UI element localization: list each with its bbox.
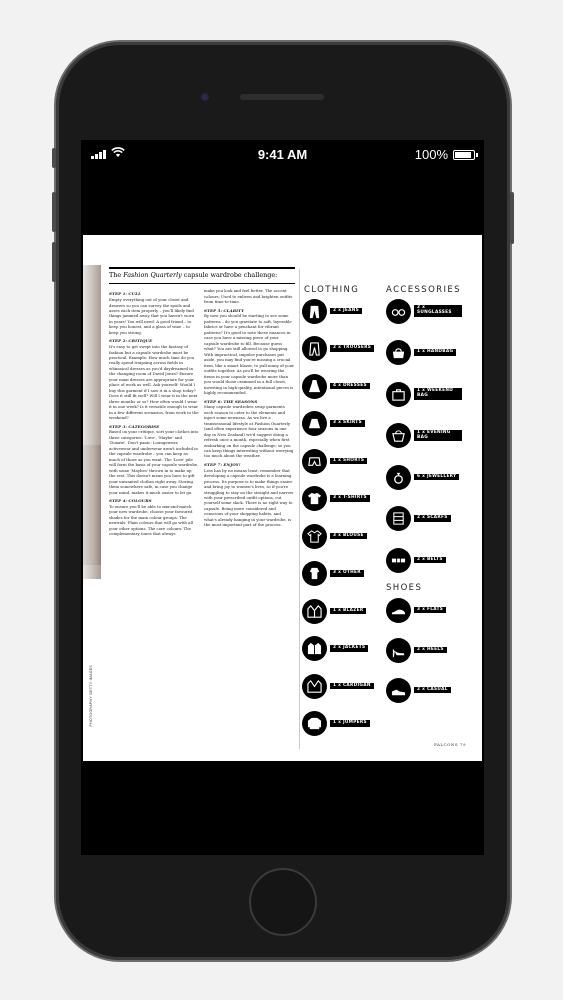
wardrobe-item [302, 448, 367, 474]
phone-screen [81, 140, 484, 855]
article-title: The Fashion Quarterly capsule wardrobe challenge: [109, 272, 295, 284]
wardrobe-item [302, 523, 367, 549]
wardrobe-item [302, 711, 370, 737]
clothing-heading: CLOTHING [304, 285, 360, 295]
wardrobe-item [386, 677, 451, 703]
wardrobe-item [302, 636, 368, 662]
step-body: It's easy to get swept into the fantasy of fashion but a capsule wardrobe must be practical. Example: How much time do you really spend traipsing across fields in whimsical dresses as you'd daydreamed in the changing room of David Jones? Ensure your maxi dresses are appropriate for your place of work as well. Ask yourself: Would I buy this garment if I saw it in a shop today? Does it still fit well? Will I wear it in the next three months or so? How often would I wear it in one week? Is it versatile enough to wear in a few different scenarios, from work to the weekend? [109, 344, 199, 421]
wardrobe-item [302, 486, 370, 512]
wardrobe-item [386, 298, 462, 324]
step-body: Many capsule wardrobes swap garments each season to cater to the elements and inject some newness. As we live a transseasonal lifestyle at Fashion Quarterly (and often experience four seasons in one day in New Zealand) we'd suggest doing a refresh once a month, especially when first embarking on the capsule challenge, so you can keep things interesting without worrying too much about the weather. [204, 404, 294, 459]
jacket-icon [302, 636, 327, 661]
sunglasses-icon [386, 299, 411, 324]
step-body: Based on your critique, sort your clothes into three categories: 'Love', 'Maybe' and 'Donate'. Don't panic: Loungewear, activewear and underwear aren't included in the capsule wardrobe – you can keep as much of those as you want. The 'Love' pile will form the basis of your capsule wardrobe, with some 'Maybes' thrown in to make up the rest. This doesn't mean you have to gift your unwanted clothes right away. Storing them somewhere safe, in case you change your mind, makes it much easier to let go. [109, 429, 199, 495]
article-column-1 [109, 288, 199, 536]
item-label: 2 x SUNGLASSES [414, 305, 462, 317]
item-label: 3 x OTHER [330, 570, 364, 577]
wardrobe-item [302, 298, 362, 324]
step-body: By now you should be starting to see some patterns – do you gravitate to soft, layerable fabrics or have a penchant for vibrant patterns? It's good to note these nuances in case you have a missing piece of your capsule wardrobe to fill. Because guess what? You are still allowed to go shopping. With impractical, impulse purchases put aside, you may find you're missing a crucial item, like a smart blazer, to pull many of your outfits together. As you'll be wearing the items in your capsule wardrobe more than you would those crammed in a full closet, investing in high-quality, intentional pieces is highly recommended. [204, 313, 294, 396]
heels-icon [386, 638, 411, 663]
item-label: 2 x TROUSERS [330, 345, 374, 352]
wardrobe-item [302, 561, 364, 587]
step-heading: STEP 2: CRITIQUE [109, 338, 153, 344]
item-label: 3 x T-SHIRTS [330, 495, 370, 502]
power-button [510, 192, 514, 244]
wardrobe-item [386, 597, 446, 623]
item-label: 2 x SCARFS [414, 515, 451, 522]
item-label: 2 x JACKETS [330, 645, 368, 652]
evening-bag-icon [386, 423, 411, 448]
article [109, 267, 295, 537]
step-heading: STEP 7: ENJOY! [204, 461, 241, 467]
casual-shoe-icon [386, 678, 411, 703]
wardrobe-item [302, 673, 374, 699]
page-footer: FALCONS 79 [434, 742, 466, 747]
step-heading: STEP 3: CATEGORISE [109, 423, 160, 429]
shorts-icon [302, 449, 327, 474]
scarf-icon [386, 506, 411, 531]
mute-switch [52, 148, 56, 168]
skirt-icon [302, 411, 327, 436]
step-heading: STEP 5: CLARITY [204, 307, 245, 313]
item-label: 3 x SKIRTS [330, 420, 365, 427]
column-divider [299, 269, 300, 749]
item-label: 6 x JEWELLERY [414, 474, 459, 481]
accessories-heading: ACCESSORIES [386, 285, 461, 295]
battery-percent: 100% [414, 147, 448, 162]
home-button[interactable] [249, 868, 317, 936]
battery-icon [453, 150, 475, 160]
wardrobe-item [302, 598, 366, 624]
step-body: Empty everything out of your closet and drawers so you can survey the spoils and asses each item properly – you'll likely find things jammed away that you haven't worn in years! You will need: A good friend – to keep you honest, and a glass of wine – to keep you strong. [109, 297, 195, 335]
earpiece-speaker [240, 94, 324, 100]
title-rule [109, 267, 295, 269]
item-label: 2 x CASUAL [414, 687, 451, 694]
step-heading: STEP 4: COLOURS [109, 497, 152, 503]
wardrobe-item [386, 381, 462, 407]
step-body: make you look and feel better. The accent colours: Used to enliven and brighten outfits from time-to-time. [204, 288, 293, 305]
item-label: 1 x BLAZER [330, 608, 366, 615]
weekend-bag-icon [386, 382, 411, 407]
item-label: 1 x EVENING BAG [414, 430, 462, 442]
top-icon [302, 561, 327, 586]
item-label: 1 x HANDBAG [414, 349, 456, 356]
jeans-icon [302, 299, 327, 324]
photo-strip [83, 265, 101, 579]
item-label: 3 x BLOUSE [330, 533, 367, 540]
front-camera [200, 92, 210, 102]
step-body: Less has by no means least, remember that developing a capsule wardrobe is a learning process. Its purpose is to make things easier and bring joy to women's lives, so if you're struggling to stay on the straight and narrow with your prescribed outfit options, cut yourself some slack. There is no right way to capsule. Being more considered and conscious of your shopping habits, and what's already hanging in your wardrobe, is the most important part of the process. [204, 467, 294, 528]
item-label: 1 x JUMPERS [330, 720, 370, 727]
wardrobe-item [302, 373, 370, 399]
belt-icon [386, 548, 411, 573]
volume-down-button [52, 242, 56, 282]
item-label: 3 x FLATS [414, 607, 446, 614]
article-column-2 [204, 288, 294, 536]
wardrobe-item [386, 637, 447, 663]
wardrobe-item [386, 547, 446, 573]
item-label: 1 x WEEKEND BAG [414, 388, 462, 400]
item-label: 2 x JEANS [330, 308, 362, 315]
blouse-icon [302, 524, 327, 549]
wardrobe-item [386, 506, 451, 532]
item-label: 1 x SHORTS [330, 458, 367, 465]
wardrobe-item [386, 340, 456, 366]
status-time: 9:41 AM [257, 147, 308, 162]
magazine-page[interactable] [83, 235, 482, 761]
item-label: 2 x BELTS [414, 557, 446, 564]
item-label: 4 x DRESSES [330, 383, 370, 390]
wardrobe-item [302, 336, 374, 362]
shoes-heading: SHOES [386, 583, 423, 593]
cardigan-icon [302, 674, 327, 699]
wardrobe-item [386, 464, 459, 490]
volume-up-button [52, 192, 56, 232]
jumper-icon [302, 711, 327, 736]
photo-credit: PHOTOGRAPHY GETTY IMAGES [89, 665, 93, 727]
step-heading: STEP 6: THE SEASONS [204, 398, 258, 404]
step-heading: STEP 1: CULL [109, 291, 141, 297]
blazer-icon [302, 599, 327, 624]
trousers-icon [302, 336, 327, 361]
ring-icon [386, 465, 411, 490]
wardrobe-item [386, 423, 462, 449]
article-columns [109, 288, 295, 536]
item-label: 2 x HEELS [414, 647, 447, 654]
tshirt-icon [302, 486, 327, 511]
dress-icon [302, 374, 327, 399]
step-body: To ensure you'll be able to mix-and-match your new wardrobe, choose your favoured shades for the main colour groups: The neutrals: Plain colours that will go with all your other options. The core colours: The complementary tones that always [109, 503, 193, 537]
status-bar [81, 140, 484, 170]
wardrobe-item [302, 411, 365, 437]
flats-icon [386, 598, 411, 623]
item-label: 1 x CARDIGAN [330, 683, 374, 690]
handbag-icon [386, 340, 411, 365]
